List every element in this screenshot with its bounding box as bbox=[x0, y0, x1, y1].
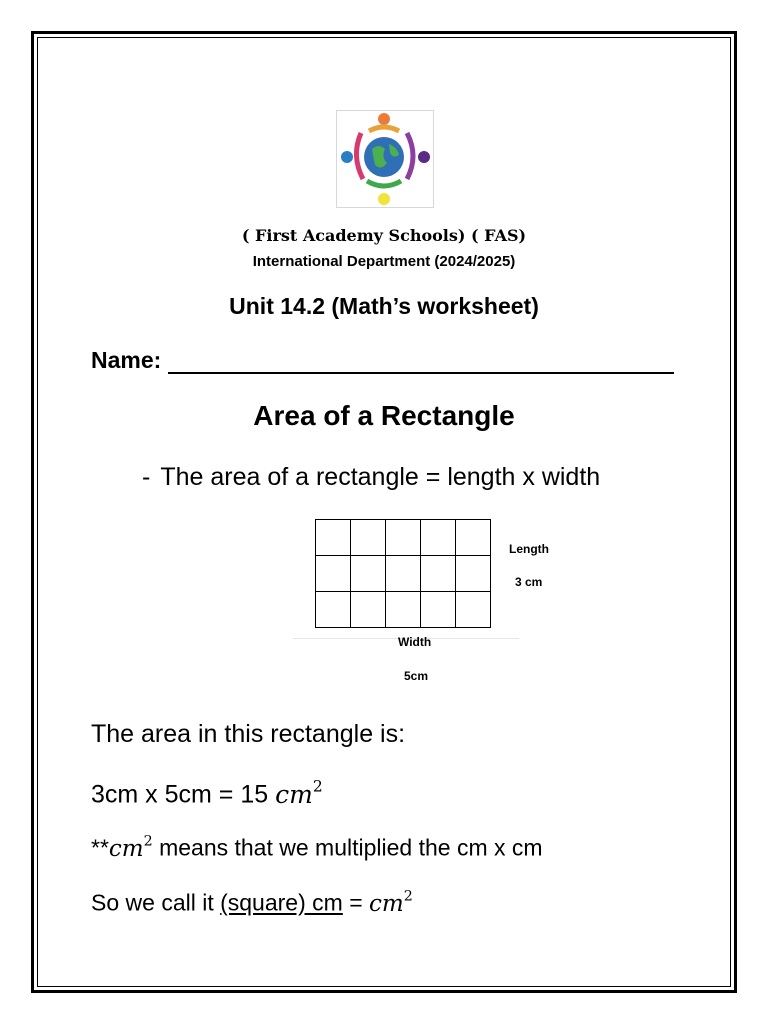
grid-cell bbox=[456, 520, 491, 556]
unit-cm-squared: $cm^2$ bbox=[369, 888, 413, 917]
grid-cell bbox=[421, 556, 456, 592]
grid-cell bbox=[316, 556, 351, 592]
grid-cell bbox=[316, 520, 351, 556]
school-logo bbox=[336, 110, 434, 208]
name-blank-line[interactable] bbox=[168, 372, 674, 374]
width-label: Width bbox=[398, 635, 432, 649]
school-name: ( First Academy Schools) ( FAS) bbox=[241, 226, 527, 245]
grid-cell bbox=[456, 592, 491, 628]
rule-bullet: - bbox=[142, 463, 151, 491]
length-label: Length bbox=[509, 542, 549, 556]
rule-text: The area of a rectangle = length x width bbox=[160, 463, 601, 491]
grid-cell bbox=[421, 520, 456, 556]
grid-cell bbox=[421, 592, 456, 628]
call-text: So we call it bbox=[91, 889, 221, 916]
unit-note bbox=[91, 833, 543, 862]
width-value: 5cm bbox=[404, 669, 429, 683]
grid-cell bbox=[351, 592, 386, 628]
call-equals: = bbox=[342, 889, 370, 916]
grid-cell bbox=[386, 520, 421, 556]
square-cm-underlined: (square) cm bbox=[220, 889, 343, 916]
grid-cell bbox=[316, 592, 351, 628]
rectangle-grid bbox=[315, 519, 491, 628]
grid-cell bbox=[351, 520, 386, 556]
calculation-text: 3cm x 5cm = 15 bbox=[91, 780, 276, 809]
length-value: 3 cm bbox=[515, 575, 543, 589]
unit-cm-squared: $cm^2$ bbox=[275, 777, 323, 809]
grid-cell bbox=[351, 556, 386, 592]
grid-cell bbox=[456, 556, 491, 592]
grid-cell bbox=[386, 592, 421, 628]
grid-cell bbox=[386, 556, 421, 592]
area-rule bbox=[142, 463, 600, 492]
grid-row bbox=[316, 592, 491, 628]
note-stars: ** bbox=[91, 834, 109, 861]
square-cm-note bbox=[91, 888, 413, 917]
grid-row bbox=[316, 520, 491, 556]
name-label: Name: bbox=[91, 347, 162, 373]
topic-title: Area of a Rectangle bbox=[253, 400, 515, 431]
grid-row bbox=[316, 556, 491, 592]
area-intro: The area in this rectangle is: bbox=[91, 720, 406, 748]
school-department: International Department (2024/2025) bbox=[252, 253, 516, 270]
worksheet-title: Unit 14.2 (Math’s worksheet) bbox=[229, 293, 539, 319]
area-calculation bbox=[91, 777, 323, 810]
note-text: means that we multiplied the cm x cm bbox=[152, 834, 543, 861]
unit-cm-squared: $cm^2$ bbox=[108, 833, 153, 862]
